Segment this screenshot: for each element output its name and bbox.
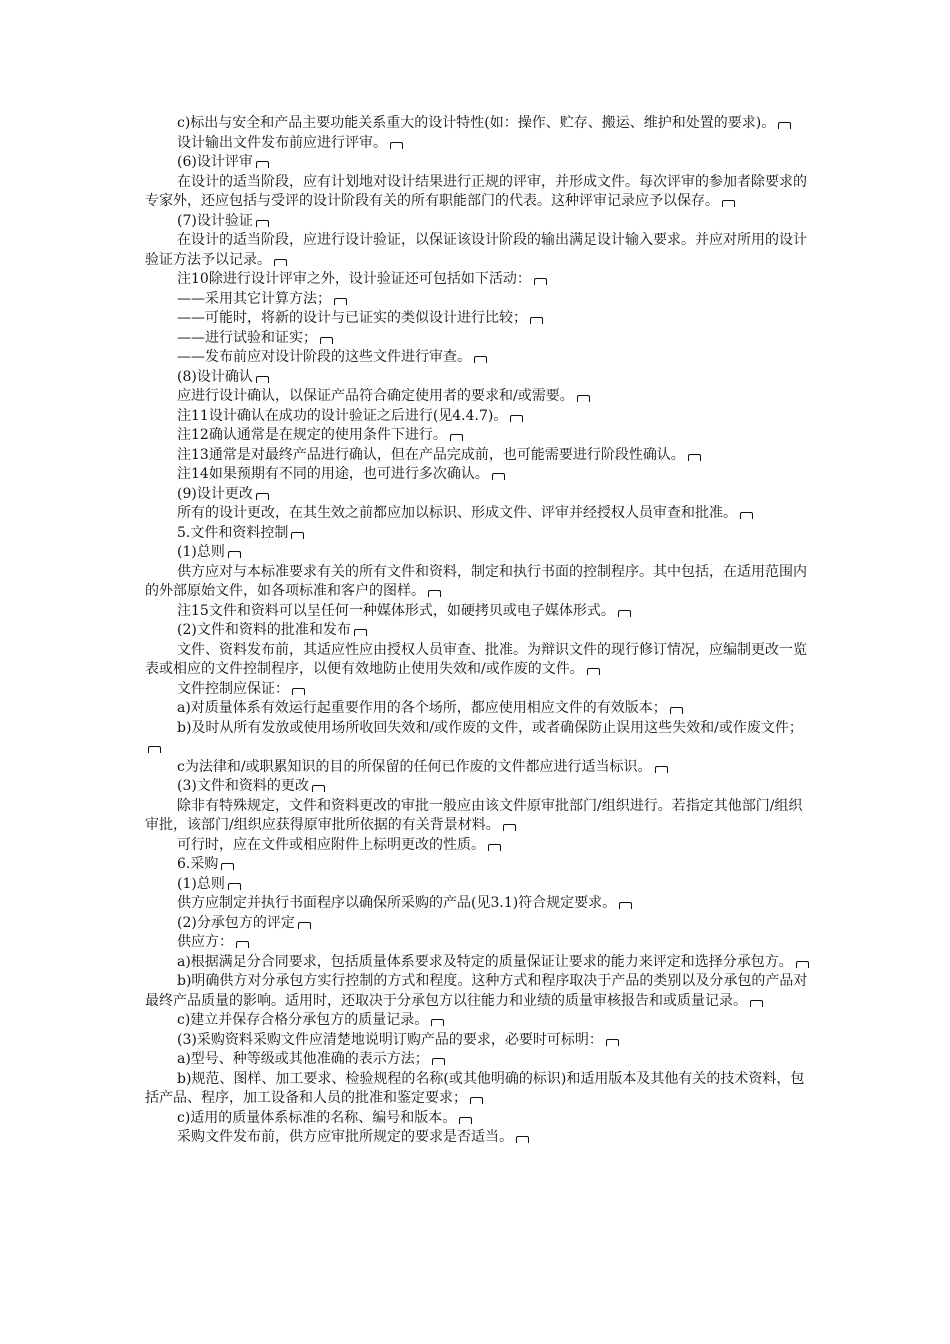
section-heading bbox=[145, 914, 810, 934]
paragraph-text: b)及时从所有发放或使用场所收回失效和/或作废的文件，或者确保防止误用这些失效和/或作废文件； bbox=[177, 719, 803, 736]
list-item bbox=[145, 348, 810, 368]
paragraph-mark-icon bbox=[312, 785, 325, 792]
paragraph-text: b)明确供方对分承包方实行控制的方式和程度。这种方式和程序取决于产品的类别以及分承包的产品对最终产品质量的影响。适用时，还取决于分承包方以往能力和业绩的质量审核报告和或质量记录。 bbox=[145, 973, 808, 1009]
paragraph-mark-icon bbox=[459, 1117, 472, 1124]
list-item bbox=[145, 758, 810, 778]
paragraph-mark-icon bbox=[256, 493, 269, 500]
note bbox=[145, 426, 810, 446]
paragraph-mark-icon bbox=[432, 1058, 445, 1065]
paragraph-text: 注11设计确认在成功的设计验证之后进行(见4.4.7)。 bbox=[177, 407, 508, 424]
chapter-heading bbox=[145, 855, 810, 875]
paragraph-mark-icon bbox=[577, 395, 590, 402]
list-item bbox=[145, 953, 810, 973]
paragraph bbox=[145, 836, 810, 856]
paragraph-text: 注12确认通常是在规定的使用条件下进行。 bbox=[177, 427, 447, 443]
paragraph-text: 5.文件和资料控制 bbox=[177, 524, 289, 541]
paragraph-mark-icon bbox=[320, 337, 333, 344]
paragraph-mark-icon bbox=[354, 629, 367, 636]
paragraph bbox=[145, 680, 810, 700]
paragraph-text: (1)总则 bbox=[177, 544, 225, 560]
paragraph bbox=[145, 933, 810, 953]
paragraph-mark-icon bbox=[236, 941, 249, 948]
paragraph-mark-icon bbox=[796, 961, 809, 968]
paragraph-text: a)型号、种等级或其他准确的表示方法； bbox=[177, 1051, 429, 1067]
section-heading bbox=[145, 153, 810, 173]
paragraph-mark-icon bbox=[778, 122, 791, 129]
paragraph-text: (1)总则 bbox=[177, 875, 225, 892]
paragraph-mark-icon bbox=[274, 259, 287, 266]
list-item bbox=[145, 972, 810, 1011]
list-item bbox=[145, 1050, 810, 1070]
paragraph-text: b)规范、图样、加工要求、检验规程的名称(或其他明确的标识)和适用版本及其他有关的技术资料，包括产品、程序，加工设备和人员的批准和鉴定要求； bbox=[145, 1070, 805, 1106]
paragraph-mark-icon bbox=[606, 1039, 619, 1046]
paragraph-text: 供方应对与本标准要求有关的所有文件和资料，制定和执行书面的控制程序。其中包括，在适用范围内的外部原始文件，如各项标准和客户的图样。 bbox=[145, 563, 807, 599]
paragraph-mark-icon bbox=[655, 766, 668, 773]
paragraph-mark-icon bbox=[516, 1136, 529, 1143]
paragraph-mark-icon bbox=[298, 922, 311, 929]
paragraph bbox=[145, 1128, 810, 1148]
paragraph-mark-icon bbox=[530, 317, 543, 324]
paragraph-mark-icon bbox=[492, 473, 505, 480]
section-heading bbox=[145, 1031, 810, 1051]
paragraph-text: 供方应制定并执行书面程序以确保所采购的产品(见3.1)符合规定要求。 bbox=[177, 895, 617, 911]
section-heading bbox=[145, 875, 810, 895]
paragraph bbox=[145, 894, 810, 914]
paragraph-text: ——采用其它计算方法； bbox=[177, 290, 331, 307]
paragraph-mark-icon bbox=[750, 1000, 763, 1007]
paragraph-mark-icon bbox=[688, 454, 701, 461]
paragraph-text: a)对质量体系有效运行起重要作用的各个场所，都应使用相应文件的有效版本； bbox=[177, 700, 667, 716]
paragraph-text: (2)文件和资料的批准和发布 bbox=[177, 622, 351, 638]
paragraph-text: ——可能时，将新的设计与已证实的类似设计进行比较； bbox=[177, 310, 527, 326]
paragraph-text: 所有的设计更改，在其生效之前都应加以标识、形成文件、评审并经授权人员审查和批准。 bbox=[177, 505, 737, 521]
paragraph bbox=[145, 173, 810, 212]
paragraph-mark-icon bbox=[587, 668, 600, 675]
paragraph-text: (2)分承包方的评定 bbox=[177, 914, 295, 931]
paragraph-mark-icon bbox=[148, 746, 161, 753]
paragraph-text: 除非有特殊规定，文件和资料更改的审批一般应由该文件原审批部门/组织进行。若指定其他部门/组织审批，该部门/组织应获得原审批所依据的有关背景材料。 bbox=[145, 797, 803, 833]
paragraph bbox=[145, 231, 810, 270]
paragraph bbox=[145, 504, 810, 524]
paragraph-text: 文件、资料发布前，其适应性应由授权人员审查、批准。为辩识文件的现行修订情况，应编制更改一览表或相应的文件控制程序，以便有效地防止使用失效和/或作废的文件。 bbox=[145, 641, 807, 677]
paragraph-text: (3)采购资料采购文件应清楚地说明订购产品的要求，必要时可标明： bbox=[177, 1031, 603, 1048]
paragraph-mark-icon bbox=[619, 902, 632, 909]
note bbox=[145, 602, 810, 622]
paragraph-mark-icon bbox=[503, 824, 516, 831]
paragraph-mark-icon bbox=[534, 278, 547, 285]
paragraph-text: (6)设计评审 bbox=[177, 154, 253, 170]
paragraph-mark-icon bbox=[740, 512, 753, 519]
paragraph-mark-icon bbox=[431, 1019, 444, 1026]
paragraph bbox=[145, 563, 810, 602]
paragraph-text: 文件控制应保证： bbox=[177, 680, 289, 697]
paragraph-text: (8)设计确认 bbox=[177, 368, 253, 385]
note bbox=[145, 446, 810, 466]
paragraph-mark-icon bbox=[228, 551, 241, 558]
paragraph-mark-icon bbox=[256, 161, 269, 168]
list-item bbox=[145, 1109, 810, 1129]
paragraph-mark-icon bbox=[722, 200, 735, 207]
list-item bbox=[145, 699, 810, 719]
paragraph-mark-icon bbox=[670, 707, 683, 714]
paragraph bbox=[145, 134, 810, 154]
paragraph-text: 注10除进行设计评审之外，设计验证还可包括如下活动： bbox=[177, 271, 531, 287]
paragraph-text: 注13通常是对最终产品进行确认，但在产品完成前，也可能需要进行阶段性确认。 bbox=[177, 446, 685, 463]
note bbox=[145, 465, 810, 485]
paragraph-mark-icon bbox=[221, 863, 234, 870]
paragraph-mark-icon bbox=[291, 532, 304, 539]
document-body bbox=[145, 114, 810, 1148]
paragraph-text: 采购文件发布前，供方应审批所规定的要求是否适当。 bbox=[177, 1129, 513, 1145]
list-item bbox=[145, 309, 810, 329]
note bbox=[145, 407, 810, 427]
list-item bbox=[145, 719, 810, 758]
section-heading bbox=[145, 212, 810, 232]
paragraph-text: ——进行试验和证实； bbox=[177, 329, 317, 346]
paragraph-text: (7)设计验证 bbox=[177, 212, 253, 229]
section-heading bbox=[145, 485, 810, 505]
paragraph-text: a)根据满足分合同要求，包括质量体系要求及特定的质量保证让要求的能力来评定和选择分承包方。 bbox=[177, 953, 793, 970]
paragraph-text: 在设计的适当阶段，应进行设计验证，以保证该设计阶段的输出满足设计输入要求。并应对所用的设计验证方法予以记录。 bbox=[145, 232, 807, 268]
paragraph-mark-icon bbox=[488, 844, 501, 851]
paragraph-mark-icon bbox=[228, 883, 241, 890]
section-heading bbox=[145, 543, 810, 563]
paragraph-text: c为法律和/或职累知识的目的所保留的任何已作废的文件都应进行适当标识。 bbox=[177, 758, 652, 775]
paragraph-mark-icon bbox=[450, 434, 463, 441]
paragraph-mark-icon bbox=[256, 220, 269, 227]
paragraph bbox=[145, 114, 810, 134]
paragraph-mark-icon bbox=[474, 356, 487, 363]
paragraph-text: 6.采购 bbox=[177, 856, 219, 872]
paragraph-mark-icon bbox=[618, 610, 631, 617]
paragraph-text: c)适用的质量体系标准的名称、编号和版本。 bbox=[177, 1109, 457, 1126]
paragraph bbox=[145, 641, 810, 680]
paragraph-text: 可行时，应在文件或相应附件上标明更改的性质。 bbox=[177, 836, 485, 853]
paragraph-text: 应进行设计确认，以保证产品符合确定使用者的要求和/或需要。 bbox=[177, 388, 574, 404]
paragraph bbox=[145, 387, 810, 407]
paragraph-text: 在设计的适当阶段，应有计划地对设计结果进行正规的评审，并形成文件。每次评审的参加者除要求的专家外，还应包括与受评的设计阶段有关的所有职能部门的代表。这种评审记录应予以保存。 bbox=[145, 173, 807, 209]
paragraph-text: ——发布前应对设计阶段的这些文件进行审查。 bbox=[177, 349, 471, 365]
list-item bbox=[145, 329, 810, 349]
paragraph-mark-icon bbox=[428, 590, 441, 597]
section-heading bbox=[145, 621, 810, 641]
paragraph-text: 供应方： bbox=[177, 934, 233, 950]
paragraph bbox=[145, 797, 810, 836]
paragraph-text: 注14如果预期有不同的用途，也可进行多次确认。 bbox=[177, 466, 489, 482]
chapter-heading bbox=[145, 524, 810, 544]
list-item bbox=[145, 1070, 810, 1109]
paragraph-mark-icon bbox=[390, 142, 403, 149]
paragraph-mark-icon bbox=[470, 1097, 483, 1104]
paragraph-text: 设计输出文件发布前应进行评审。 bbox=[177, 134, 387, 151]
paragraph-mark-icon bbox=[292, 688, 305, 695]
list-item bbox=[145, 1011, 810, 1031]
list-item bbox=[145, 290, 810, 310]
paragraph-mark-icon bbox=[334, 298, 347, 305]
paragraph-text: c)标出与安全和产品主要功能关系重大的设计特性(如：操作、贮存、搬运、维护和处置的要求)。 bbox=[177, 115, 776, 131]
paragraph-mark-icon bbox=[510, 415, 523, 422]
paragraph-text: (9)设计更改 bbox=[177, 485, 253, 502]
paragraph-mark-icon bbox=[256, 376, 269, 383]
paragraph-text: (3)文件和资料的更改 bbox=[177, 778, 309, 794]
section-heading bbox=[145, 777, 810, 797]
paragraph-text: c)建立并保存合格分承包方的质量记录。 bbox=[177, 1012, 429, 1028]
paragraph-text: 注15文件和资料可以呈任何一种媒体形式，如硬拷贝或电子媒体形式。 bbox=[177, 602, 615, 619]
section-heading bbox=[145, 368, 810, 388]
note bbox=[145, 270, 810, 290]
